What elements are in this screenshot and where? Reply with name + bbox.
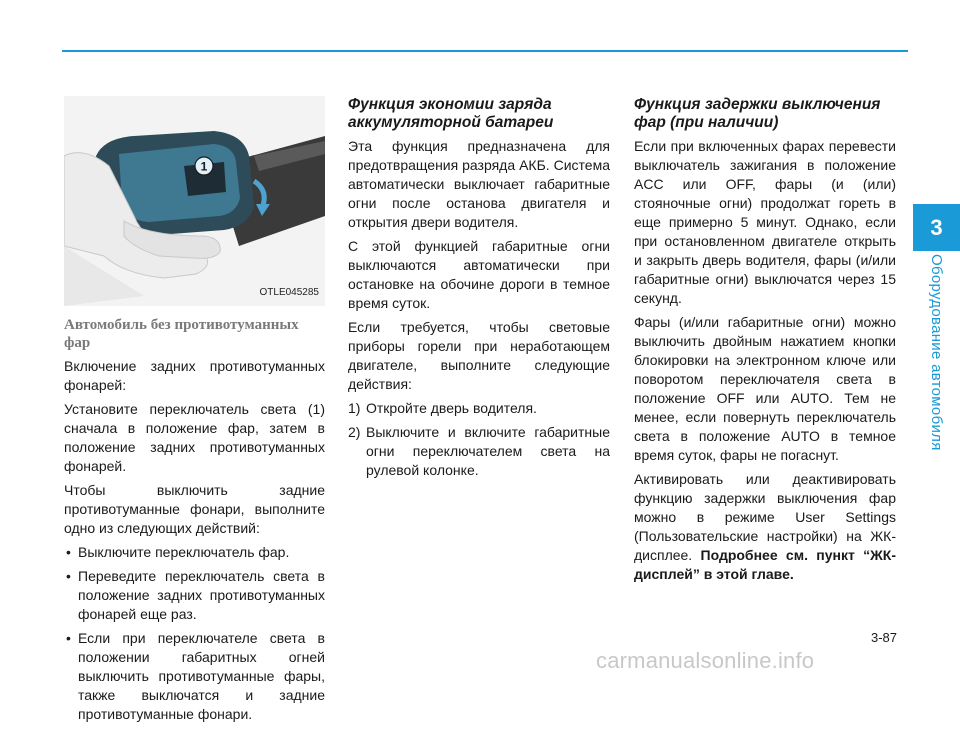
callout-number: 1 bbox=[200, 159, 208, 174]
section-heading: Функция задержки выключения фар (при наличии) bbox=[634, 96, 881, 131]
header-rule bbox=[62, 50, 908, 52]
page-number: 3-87 bbox=[870, 630, 897, 645]
paragraph bbox=[634, 470, 896, 584]
list-item bbox=[348, 399, 610, 418]
paragraph: Чтобы выключить задние противотуманные фонари, выполните одно из следующих действий: bbox=[64, 482, 325, 536]
middle-column bbox=[348, 96, 610, 485]
paragraph: Если при включенных фарах перевести выключатель зажигания в положение ACC или OFF, фары (и (или) стояночные огни) продолжат гореть в еще примерно 5 минут. Однако, если при остановленном двигателе открыть и закрыть дверь водителя, фары (и/или габаритные огни) выключатся через 15 секунд. bbox=[634, 138, 896, 306]
watermark: carmanualsonline.info bbox=[596, 648, 815, 673]
paragraph-text: Активировать или деактивировать функцию задержки выключения фар можно в режиме User Settings (Пользовательские настройки) на ЖК-дисплее. bbox=[634, 471, 896, 563]
paragraph: С этой функцией габаритные огни выключаются автоматически при остановке на обочине дороги в темное время суток. bbox=[348, 238, 610, 311]
list-item: • Если при переключателе света в положении габаритных огней выключить противотуманные фары, также выключатся и задние противотуманные фонари. bbox=[64, 629, 325, 724]
step-number: 2) bbox=[348, 424, 361, 440]
paragraph: Если требуется, чтобы световые приборы горели при неработающем двигателе, выполните следующие действия: bbox=[348, 319, 610, 392]
light-switch-photo bbox=[64, 96, 325, 306]
list-item: • Выключите переключатель фар. bbox=[64, 543, 325, 562]
paragraph: Включение задних противотуманных фонарей: bbox=[64, 358, 325, 393]
steering-stalk-illustration bbox=[64, 96, 325, 306]
section-heading: Функция экономии заряда аккумуляторной батареи bbox=[348, 96, 554, 131]
list-item: • Переведите переключатель света в положение задних противотуманных фонарей еще раз. bbox=[64, 567, 325, 624]
chapter-number: 3 bbox=[930, 214, 943, 240]
right-column bbox=[634, 96, 896, 589]
paragraph: Фары (и/или габаритные огни) можно выключить двойным нажатием кнопки блокировки на электронном ключе или поворотом переключателя света в положение OFF или AUTO. Тем не менее, если повернуть переключатель света в положение AUTO в темное время суток, фары не погаснут. bbox=[634, 314, 896, 463]
chapter-title: Оборудование автомобиля bbox=[928, 254, 945, 451]
step-text: Выключите и включите габаритные огни переключателем света на рулевой колонке. bbox=[366, 424, 610, 478]
paragraph: Установите переключатель света (1) сначала в положение фар, затем в положение задних противотуманных фонарей. bbox=[64, 401, 325, 474]
cross-reference[interactable]: Подробнее см. пункт “ЖК-дисплей” в этой главе. bbox=[634, 547, 896, 582]
chapter-tab[interactable] bbox=[913, 204, 960, 251]
list-item bbox=[348, 423, 610, 480]
bullet-list bbox=[64, 543, 325, 724]
section-heading: Автомобиль без противотуманных фар bbox=[64, 317, 299, 351]
paragraph: Эта функция предназначена для предотвращения разряда АКБ. Система автоматически выключает габаритные огни после останова двигателя и открытия двери водителя. bbox=[348, 138, 610, 230]
left-column bbox=[64, 96, 325, 729]
chapter-title-container bbox=[922, 254, 950, 554]
step-list bbox=[348, 399, 610, 480]
figure-code: OTLE045285 bbox=[259, 287, 319, 298]
step-text: Откройте дверь водителя. bbox=[366, 400, 537, 416]
step-number: 1) bbox=[348, 400, 361, 416]
